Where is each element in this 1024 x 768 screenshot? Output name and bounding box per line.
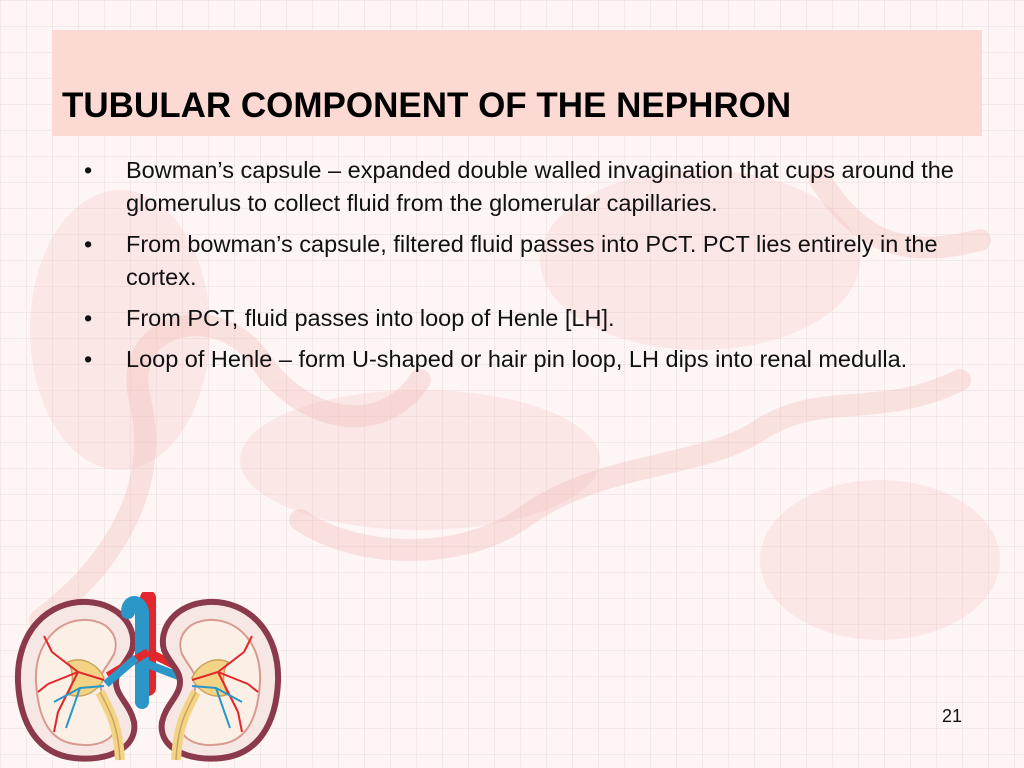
- bullet-item: [84, 154, 994, 220]
- bullet-dot: •: [84, 346, 93, 372]
- bullet-text: Loop of Henle – form U-shaped or hair pin loop, LH dips into renal medulla.: [126, 346, 908, 372]
- bullet-dot: •: [84, 305, 93, 331]
- slide-title: TUBULAR COMPONENT OF THE NEPHRON: [62, 86, 792, 125]
- bullet-dot: •: [84, 157, 93, 183]
- bullet-text: Bowman’s capsule – expanded double walled invagination that cups around the glomerulus to collect fluid from the glomerular capillaries.: [126, 157, 954, 216]
- bullet-item: [84, 302, 994, 335]
- bullet-list: [84, 154, 994, 384]
- page-number: 21: [941, 706, 962, 726]
- bullet-text: From PCT, fluid passes into loop of Henle [LH].: [126, 305, 615, 331]
- bullet-text: From bowman’s capsule, filtered fluid passes into PCT. PCT lies entirely in the cortex.: [126, 231, 938, 290]
- kidneys-illustration-icon: [8, 592, 288, 764]
- bullet-item: [84, 228, 994, 294]
- left-kidney: [18, 602, 134, 760]
- right-kidney: [162, 602, 278, 760]
- bullet-dot: •: [84, 231, 93, 257]
- bullet-item: [84, 343, 994, 376]
